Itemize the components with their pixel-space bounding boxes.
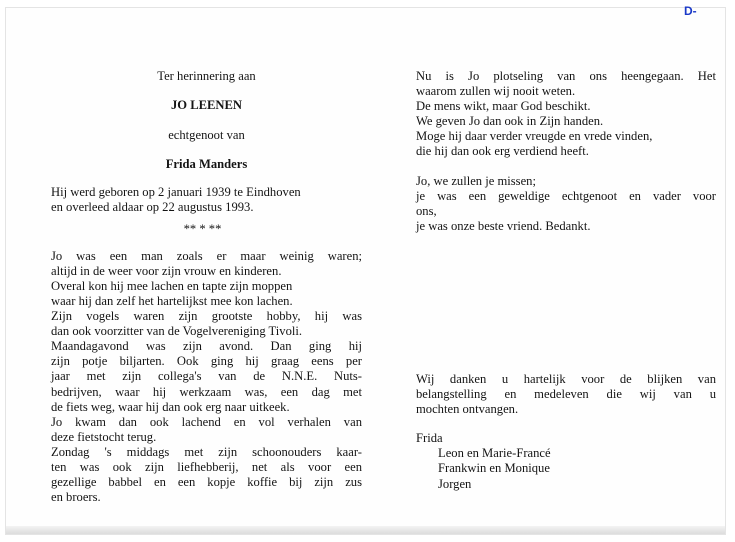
text-line: waar hij dan zelf het hartelijkst mee kon lachen.	[51, 293, 293, 308]
text-line: de fiets weg, waar hij dan ook erg naar uitkeek.	[51, 399, 290, 414]
text-line: jaar met zijn collega's van de N.N.E. Nuts-	[51, 369, 362, 384]
poem-text	[416, 69, 716, 160]
text-line: Zondag 's middags met zijn schoonouders kaar-	[51, 444, 362, 459]
text-line: Overal kon hij mee lachen en tapte zijn moppen	[51, 278, 293, 293]
text-line: Maandagavond was zijn avond. Dan ging hij	[51, 339, 362, 354]
text-line: dan ook voorzitter van de Vogelvereniging Tivoli.	[51, 324, 303, 339]
birth-death-text	[51, 185, 362, 215]
corner-handwritten-mark: D-	[684, 4, 697, 18]
text-line: gezellige babbel en een kopje koffie bij zijn zus	[51, 475, 362, 490]
family-member: Leon en Marie-Francé	[438, 446, 551, 461]
spouse-name: Frida Manders	[165, 157, 248, 172]
text-line: en broers.	[51, 490, 101, 505]
text-line: Nu is Jo plotseling van ons heengegaan. Het	[416, 69, 716, 83]
relation-line: echtgenoot van	[168, 128, 245, 143]
text-line: We geven Jo dan ook in Zijn handen.	[416, 114, 604, 129]
text-line: ten was ook zijn liefhebberij, net als voor een	[51, 459, 362, 474]
right-column	[416, 69, 716, 492]
text-line: Wij danken u hartelijk voor de blijken van	[416, 371, 716, 386]
text-line: ons,	[416, 203, 437, 218]
intro-line: Ter herinnering aan	[157, 69, 256, 83]
text-line: je was een geweldige echtgenoot en vader voor	[416, 188, 716, 203]
family-list	[416, 446, 716, 491]
text-line: en overleed aldaar op 22 augustus 1993.	[51, 200, 254, 215]
card-bottom-edge	[6, 526, 725, 534]
farewell-text	[416, 174, 716, 234]
text-line: die hij dan ook erg verdiend heeft.	[416, 144, 589, 159]
family-head: Frida	[416, 431, 443, 446]
family-member: Frankwin en Monique	[438, 461, 550, 476]
text-line: Jo kwam dan ook lachend en vol verhalen van	[51, 414, 362, 429]
text-line: waarom zullen wij nooit weten.	[416, 84, 576, 99]
text-line: deze fietstocht terug.	[51, 429, 157, 444]
text-line: Jo, we zullen je missen;	[416, 173, 536, 188]
left-column	[51, 69, 362, 505]
text-line: Jo was een man zoals er maar weinig waren;	[51, 248, 362, 263]
text-line: bedrijven, waar hij werkzaam was, een dag met	[51, 384, 362, 399]
thanks-text	[416, 372, 716, 417]
text-line: zijn potje biljarten. Ook ging hij graag eens per	[51, 354, 362, 369]
text-line: je was onze beste vriend. Bedankt.	[416, 218, 591, 233]
separator-stars: ** * **	[183, 221, 222, 236]
family-member: Jorgen	[438, 476, 472, 491]
text-line: De mens wikt, maar God beschikt.	[416, 99, 591, 114]
text-line: mochten ontvangen.	[416, 402, 519, 417]
text-line: Moge hij daar verder vreugde en vrede vinden,	[416, 129, 653, 144]
text-line: altijd in de weer voor zijn vrouw en kinderen.	[51, 263, 282, 278]
text-line: Zijn vogels waren zijn grootste hobby, hij was	[51, 309, 362, 324]
biography-text	[51, 249, 362, 506]
text-line: Hij werd geboren op 2 januari 1939 te Eindhoven	[51, 185, 301, 200]
text-line: belangstelling en medeleven die wij van u	[416, 387, 716, 402]
deceased-name: JO LEENEN	[170, 98, 243, 113]
